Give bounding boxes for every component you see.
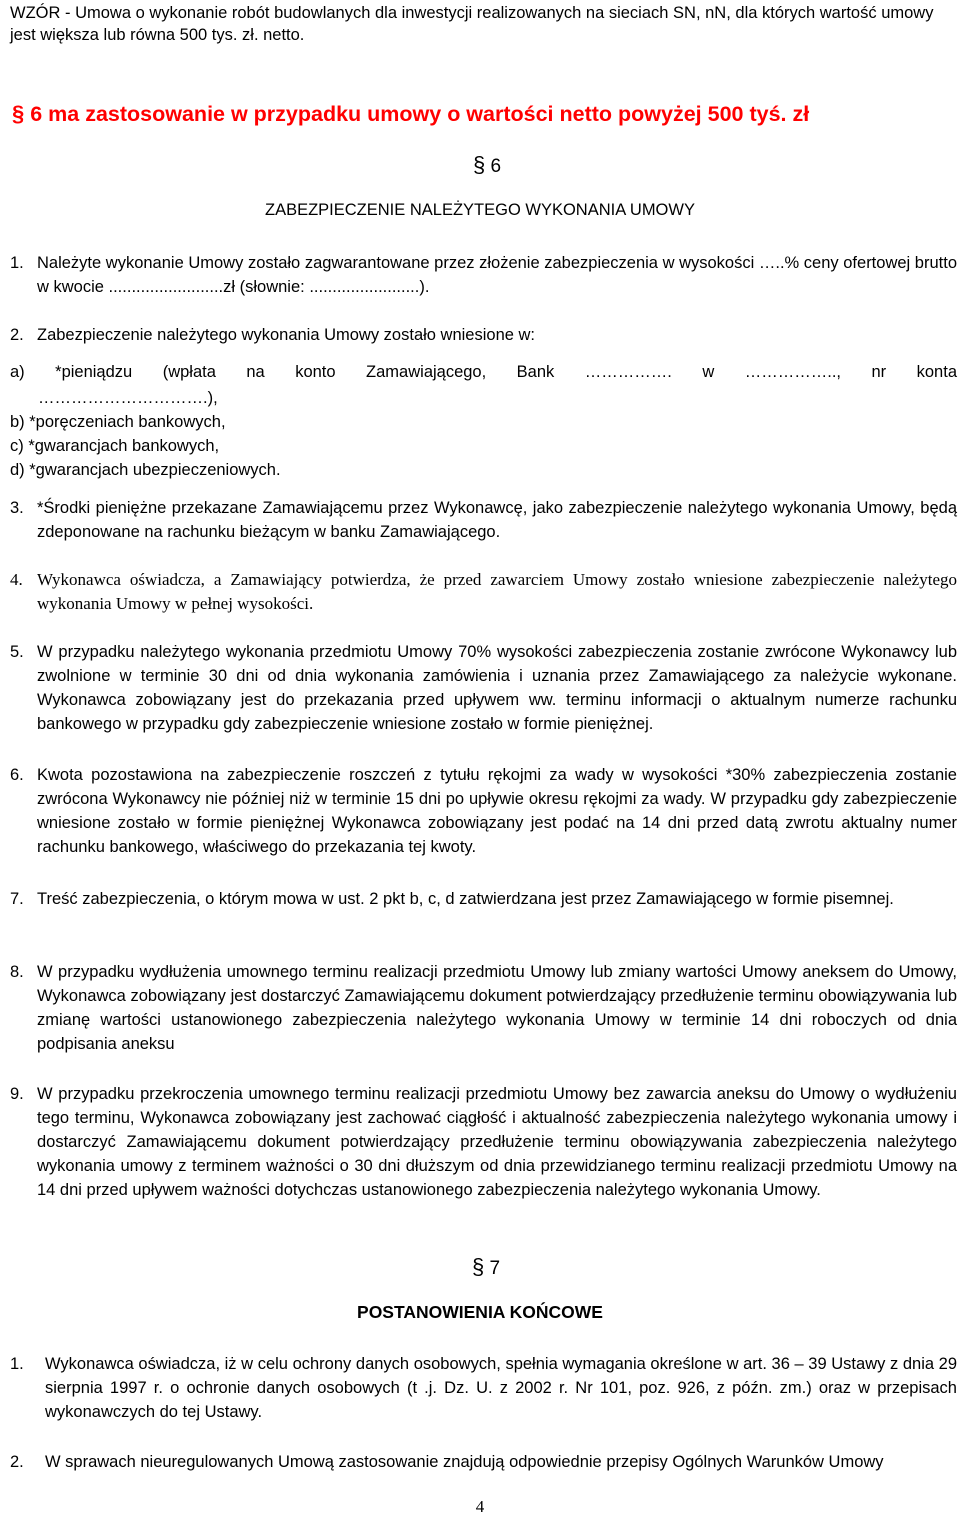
section-6-item-3: 3. *Środki pieniężne przekazane Zamawiającemu przez Wykonawcę, jako zabezpieczenie należytego wykonania Umowy, będą zdeponowane na rachunku bieżącym w banku Zamawiającego. [10,499,957,541]
section-6-number: § 6 [473,152,502,177]
section-6-item-9: 9. W przypadku przekroczenia umownego terminu realizacji przedmiotu Umowy bez zawarcia aneksu do Umowy o wydłużeniu tego terminu, Wykonawca zobowiązany jest zachować ciągłość i aktualność zabezpieczenia należytego wykonania umowy i dostarczyć Zamawiającemu dokument potwierdzający przedłużenie terminu obowiązywania zabezpieczenia należytego wykonania umowy z terminem ważności o 30 dni dłuższym od dnia przewidzianego terminu realizacji przedmiotu Umowy na 14 dni przed upływem ważności dotychczas ustanowionego zabezpieczenia należytego wykonania Umowy. [10,1085,957,1199]
page-number: 4 [475,1497,485,1516]
sub-item-c: c) *gwarancjach bankowych, [10,437,220,455]
section-6-item-4: 4. Wykonawca oświadcza, a Zamawiający potwierdza, że przed zawarciem Umowy zostało wniesione zabezpieczenie należytego wykonania Umowy w pełnej wysokości. [10,570,957,613]
section-6-item-7: 7. Treść zabezpieczenia, o którym mowa w ust. 2 pkt b, c, d zatwierdzana jest przez Zamawiającego w formie pisemnej. [10,890,894,908]
section-mark: § [472,1254,485,1279]
section-mark: § [473,152,486,177]
section-6-item-5: 5. W przypadku należytego wykonania przedmiotu Umowy 70% wysokości zabezpieczenia zostanie zwrócone Wykonawcy lub zwolnione w terminie 30 dni od dnia wykonania zamówienia i uznania przez Zamawiającego za należycie wykonane. Wykonawca zobowiązany jest do przekazania przed upływem ww. terminu informacji o aktualnym numerze rachunku bankowego w przypadku gdy zabezpieczenie wniesione zostało w formie pieniężnej. [10,643,957,733]
section-6-item-8: 8. W przypadku wydłużenia umownego terminu realizacji przedmiotu Umowy lub zmiany wartości Umowy aneksem do Umowy, Wykonawca zobowiązany jest dostarczyć Zamawiającemu dokument potwierdzający przedłużenie terminu obowiązywania lub zmianę wartości ustanowionego zabezpieczenia należytego wykonania Umowy w terminie 14 dni roboczych od dnia podpisania aneksu [10,963,957,1053]
sub-item-d: d) *gwarancjach ubezpieczeniowych. [10,461,281,479]
section-6-item-6: 6. Kwota pozostawiona na zabezpieczenie roszczeń z tytułu rękojmi za wady w wysokości *30% zabezpieczenia zostanie zwrócona Wykonawcy nie później niż w terminie 15 dni po upływie okresu rękojmi za wady. W przypadku gdy zabezpieczenie wniesione zostało w formie pieniężnej Wykonawca zobowiązany jest podać na 14 dni przed datą zwrotu aktualny numer rachunku bankowego, właściwego do przekazania tej kwoty. [10,766,957,856]
sub-item-a-line-1: a) *pieniądzu (wpłata na konto Zamawiającego, Bank ……………. w …………….., nr konta [10,363,957,381]
section-6-item-2: 2. Zabezpieczenie należytego wykonania Umowy zostało wniesione w: [10,326,536,344]
conditional-heading [12,100,957,128]
sub-item-a-line-2: ………………………….), [38,389,218,407]
header-note: WZÓR - Umowa o wykonanie robót budowlanych dla inwestycji realizowanych na sieciach SN, nN, dla których wartość umowy jest większa lub równa 500 tys. zł. netto. [10,4,934,44]
section-7-item-1: 1. Wykonawca oświadcza, iż w celu ochrony danych osobowych, spełnia wymagania określone w art. 36 – 39 Ustawy z dnia 29 sierpnia 1997 r. o ochronie danych osobowych (t .j. Dz. U. z 2002 r. Nr 101, poz. 926, z późn. zm.) oraz w przepisach wykonawczych do tej Ustawy. [10,1355,957,1421]
section-mark: § [12,101,25,126]
section-6-item-1: 1. Należyte wykonanie Umowy zostało zagwarantowane przez złożenie zabezpieczenia w wysokości …..% ceny ofertowej brutto w kwocie .........................zł (słownie: ........................). [10,254,957,296]
sub-item-b: b) *poręczeniach bankowych, [10,413,226,431]
section-7-number: § 7 [472,1254,501,1279]
section-7-item-2: 2. W sprawach nieuregulowanych Umową zastosowanie znajdują odpowiednie przepisy Ogólnych Warunków Umowy [10,1453,884,1471]
section-6-title: ZABEZPIECZENIE NALEŻYTEGO WYKONANIA UMOWY [265,201,695,219]
section-7-title: POSTANOWIENIA KOŃCOWE [357,1302,603,1322]
conditional-heading-text: 6 ma zastosowanie w przypadku umowy o wartości netto powyżej 500 tyś. zł [24,102,810,126]
